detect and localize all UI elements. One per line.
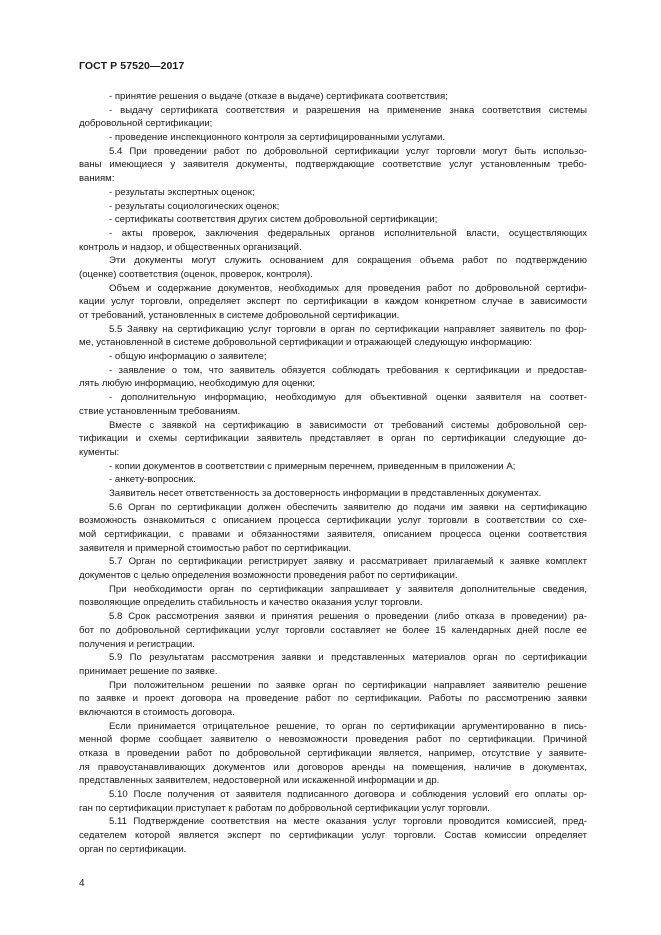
text-line: представленных заявителем, недостоверной или искаженной информации и др.: [79, 775, 440, 787]
text-line: Эти документы могут служить основанием для сокращения объема работ по подтверждению: [109, 255, 587, 267]
text-line: Если принимается отрицательное решение, то орган по сертификации аргументированно в пись-: [109, 720, 587, 732]
text-line: включаются в стоимость договора.: [79, 706, 235, 718]
text-line: лять любую информацию, необходимую для оценки;: [79, 378, 316, 390]
text-line: позволяющие определить стабильность и качество оказания услуг торговли.: [79, 597, 423, 609]
text-line: кации услуг торговли, определяет эксперт по сертификации в каждом конкретном случае в зависимости: [79, 296, 587, 308]
text-line: (оценке) соответствия (оценок, проверок, контроля).: [79, 268, 313, 280]
text-line: орган по сертификации.: [79, 843, 187, 855]
text-line: мой сертификации, с правами и обязанностями заявителя, описанием процесса оценки соответствия: [79, 529, 587, 540]
text-line: тификации и схемы сертификации заявитель представляет в орган по сертификации следующие до-: [79, 433, 587, 445]
text-line: Заявитель несет ответственность за достоверность информации в представленных документах.: [109, 487, 542, 499]
text-line: При положительном решении по заявке орган по сертификации направляет заявителю решение: [109, 679, 587, 691]
text-line: ган по сертификации приступает к работам по добровольной сертификации услуг торговли.: [79, 802, 490, 814]
text-line: от требований, установленных в системе добровольной сертификации.: [79, 310, 400, 321]
text-line: При необходимости орган по сертификации запрашивает у заявителя дополнительные сведения,: [109, 583, 587, 595]
text-line: 5.4 При проведении работ по добровольной сертификации услуг торговли могут быть использо-: [109, 145, 587, 157]
text-line: контроль и надзор, и общественных организаций.: [79, 241, 302, 253]
text-line: седателем которой является эксперт по сертификации услуг торговли. Состав комиссии определяет: [79, 830, 587, 842]
text-line: - принятие решения о выдаче (отказе в выдаче) сертификата соответствия;: [109, 91, 448, 102]
text-line: - дополнительную информацию, необходимую для объективной оценки заявителя на соответ-: [109, 392, 587, 404]
text-line: возможность ознакомиться с описанием процесса сертификации услуг торговли в соответствии со схе-: [79, 515, 587, 527]
text-line: менной форме сообщает заявителю о невозможности проведения работ по сертификации. Причиной: [79, 734, 587, 746]
text-line: 5.6 Орган по сертификации должен обеспечить заявителю до подачи им заявки на сертификацию: [109, 501, 587, 513]
text-line: 5.8 Срок рассмотрения заявки и принятия решения о проведении (либо отказа в проведении) ра-: [109, 611, 587, 623]
text-line: 5.10 После получения от заявителя подписанного договора и соблюдения условий его оплаты ор-: [109, 789, 587, 801]
page-number: 4: [79, 878, 85, 889]
text-line: - сертификаты соответствия других систем добровольной сертификации;: [109, 214, 438, 226]
text-line: получения и регистрации.: [79, 638, 195, 650]
text-line: кументы:: [79, 446, 120, 458]
text-line: принимает решение по заявке.: [79, 665, 218, 677]
text-line: бот по добровольной сертификации услуг торговли составляет не более 15 календарных дней после ее: [79, 624, 587, 636]
text-line: - общую информацию о заявителе;: [109, 351, 267, 363]
text-line: - акты проверок, заключения федеральных органов исполнительной власти, осуществляющих: [109, 227, 587, 239]
text-line: 5.11 Подтверждение соответствия на месте оказания услуг торговли проводится комиссией, пред-: [109, 816, 587, 828]
text-line: по заявке и проект договора на проведение работ по сертификации. Работы по рассмотрению заявки: [79, 693, 587, 705]
text-line: - результаты социологических оценок;: [109, 200, 280, 212]
text-line: ваниям:: [79, 173, 115, 185]
text-line: Объем и содержание документов, необходимых для проведения работ по добровольной сертифи-: [109, 282, 587, 294]
text-line: 5.9 По результатам рассмотрения заявки и представленных материалов орган по сертификации: [109, 652, 587, 664]
text-line: - результаты экспертных оценок;: [109, 186, 255, 198]
text-line: документов с целью определения возможности проведения работ по сертификации.: [79, 570, 458, 582]
text-line: 5.5 Заявку на сертификацию услуг торговли в орган по сертификации направляет заявитель по фор-: [109, 323, 587, 335]
text-line: заявителя и примерной стоимостью работ по сертификации.: [79, 542, 352, 554]
text-line: Вместе с заявкой на сертификацию в зависимости от требований системы добровольной сер-: [109, 419, 587, 431]
text-line: - заявление о том, что заявитель обязуется соблюдать требования к сертификации и предостав-: [109, 364, 587, 376]
text-line: - копии документов в соответствии с примерным перечнем, приведенным в приложении А;: [109, 460, 516, 472]
text-line: ствие установленным требованиям.: [79, 405, 241, 417]
text-line: ля правоустанавливающих документов или договоров аренды на помещения, наличие в документах,: [79, 761, 587, 773]
text-line: ме, установленной в системе добровольной сертификации и отражающей следующую информацию:: [79, 337, 532, 349]
text-line: отказа в проведении работ по добровольной сертификации является, например, отсутствие у заявите-: [79, 748, 587, 759]
text-line: - анкету-вопросник.: [109, 474, 196, 486]
document-header: ГОСТ Р 57520—2017: [79, 60, 185, 72]
text-line: 5.7 Орган по сертификации регистрирует заявку и рассматривает прилагаемый к заявке комплект: [109, 556, 587, 568]
text-line: - проведение инспекционного контроля за сертифицированными услугами.: [109, 132, 446, 144]
text-line: добровольной сертификации;: [79, 118, 213, 130]
text-line: ваны имеющиеся у заявителя документы, подтверждающие соответствие услуг установленным требо-: [79, 159, 587, 171]
document-body: [79, 90, 587, 857]
text-line: - выдачу сертификата соответствия и разрешения на применение знака соответствия системы: [109, 104, 587, 116]
